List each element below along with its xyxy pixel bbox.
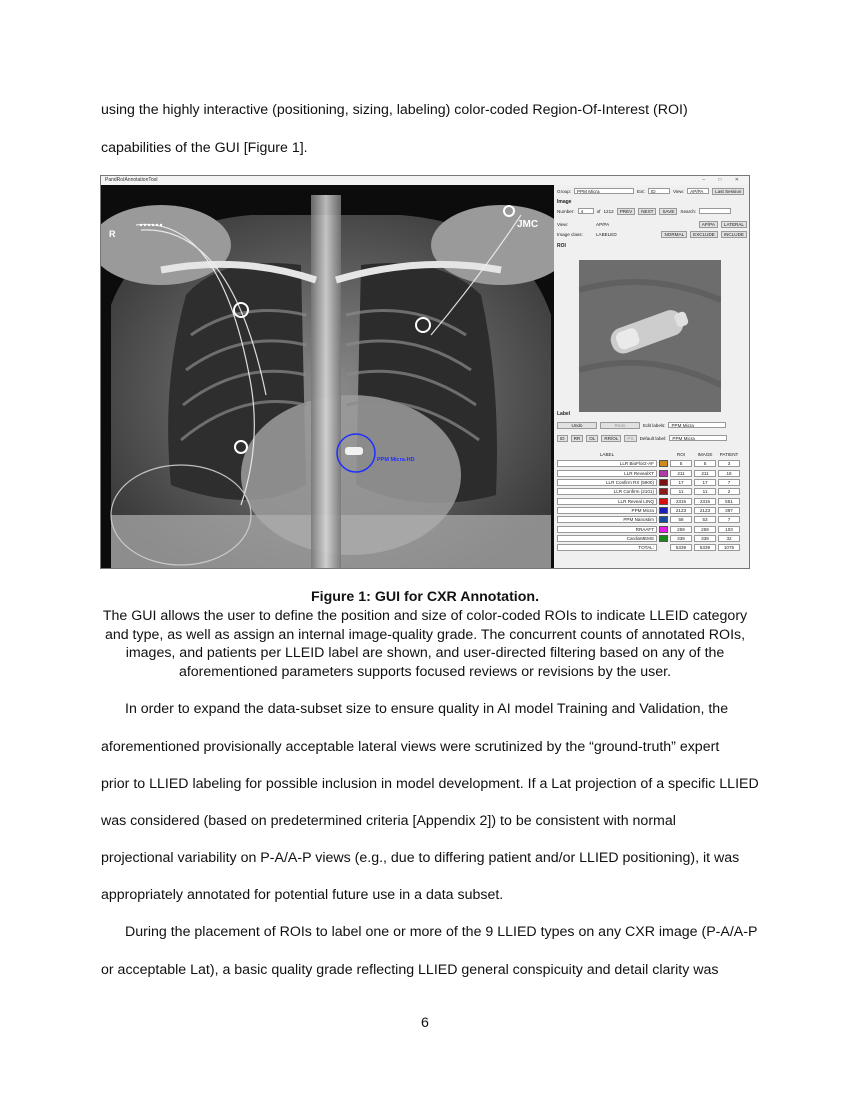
image-class-value: LABELED	[596, 231, 617, 237]
grade-ol-button[interactable]: OL	[586, 435, 598, 442]
image-count: 2315	[694, 498, 716, 505]
intro-line-1: using the highly interactive (positioning, sizing, labeling) color-coded Region-Of-Interest (ROI)	[101, 102, 688, 118]
header-patient: PATIENT	[719, 452, 739, 458]
number-input[interactable]: 4	[578, 208, 594, 214]
number-label: Number:	[557, 208, 575, 214]
intro-line-2: capabilities of the GUI [Figure 1].	[101, 140, 308, 156]
image-count: 339	[694, 535, 716, 542]
patient-count: 1075	[718, 544, 740, 551]
roi-count: 259	[670, 526, 692, 533]
grade-row	[557, 434, 747, 442]
roi-preview-drawing	[579, 260, 721, 412]
xray-drawing	[101, 185, 554, 569]
search-input[interactable]	[699, 208, 731, 214]
header-roi: ROI	[676, 452, 686, 458]
patient-count: 18	[718, 470, 740, 477]
page-number: 6	[421, 1015, 429, 1031]
label-table	[557, 450, 747, 552]
body-line-3: prior to LLIED labeling for possible inclusion in model development. If a Lat projection of a specific LLIED	[101, 776, 759, 792]
roi-count: 339	[670, 535, 692, 542]
label-color-swatch	[659, 479, 668, 486]
image-count: 17	[694, 479, 716, 486]
patient-count: 7	[718, 479, 740, 486]
roi-count: 5339	[670, 544, 692, 551]
group-label: Group:	[557, 188, 572, 194]
body-line-8: or acceptable Lat), a basic quality grade reflecting LLIED general conspicuity and detail clarity was	[101, 962, 719, 978]
image-count: 211	[694, 470, 716, 477]
undo-row	[557, 421, 747, 429]
roi-count: 58	[670, 516, 692, 523]
image-class-row	[557, 230, 747, 238]
image-header: Image	[557, 199, 572, 205]
window-title: PandRoIAnnotationTool	[105, 177, 158, 183]
image-class-label: Image class:	[557, 231, 583, 237]
prev-button[interactable]: PREV	[617, 208, 636, 215]
image-count: 53	[694, 516, 716, 523]
default-label-select[interactable]: PPM Micra	[669, 435, 727, 441]
body-line-6: appropriately annotated for potential future use in a data subset.	[101, 887, 504, 903]
label-name[interactable]: LLR BioFlor2-AF	[557, 460, 657, 467]
roi-count: 211	[670, 470, 692, 477]
label-row[interactable]	[557, 534, 747, 543]
patient-count: 397	[718, 507, 740, 514]
grade-rr-button[interactable]: RR	[571, 435, 584, 442]
view-label: View:	[672, 188, 685, 194]
label-name[interactable]: LLR RevealXT	[557, 470, 657, 477]
label-header: Label	[557, 411, 571, 417]
save-button[interactable]: SAVE	[659, 208, 677, 215]
label-color-swatch	[659, 507, 668, 514]
roi-count: 2315	[670, 498, 692, 505]
label-row[interactable]	[557, 543, 747, 552]
roi-count: 2123	[670, 507, 692, 514]
figure-caption-title: Figure 1: GUI for CXR Annotation.	[310, 589, 540, 605]
header-label: LABEL	[599, 452, 615, 458]
last-session-button[interactable]: Last Session	[712, 188, 744, 195]
patient-count: 103	[718, 526, 740, 533]
label-row[interactable]	[557, 524, 747, 533]
label-row[interactable]	[557, 515, 747, 524]
header-image: IMAGE	[697, 452, 713, 458]
image-count: 11	[694, 488, 716, 495]
grade-ps-button[interactable]: PS	[624, 435, 636, 442]
label-name[interactable]: PPM Nanostim	[557, 516, 657, 523]
ap-pa-button[interactable]: AP/PA	[699, 221, 718, 228]
body-line-4: was considered (based on predetermined criteria [Appendix 2]) to be consistent with normal	[101, 813, 676, 829]
exclude-button[interactable]: EXCLUDE	[690, 231, 718, 238]
label-name[interactable]: CardioMEMS	[557, 535, 657, 542]
body-line-1: In order to expand the data-subset size to ensure quality in AI model Training and Validation, the	[125, 701, 729, 717]
body-line-2: aforementioned provisionally acceptable lateral views were scrutinized by the “ground-truth” expert	[101, 739, 720, 755]
label-row[interactable]	[557, 469, 747, 478]
image-count: 5	[694, 460, 716, 467]
edit-labels-select[interactable]: PPM Micra	[668, 422, 726, 428]
roi-header: ROI	[557, 243, 566, 249]
view-row-label: View:	[557, 221, 569, 227]
control-panel	[554, 185, 750, 569]
label-color-swatch	[659, 460, 668, 467]
label-name[interactable]: LLR Confirm (2101)	[557, 488, 657, 495]
roi-count: 11	[670, 488, 692, 495]
logo-marker: JMC	[517, 219, 539, 230]
label-color-swatch	[659, 498, 668, 505]
label-color-swatch	[659, 516, 668, 523]
ext-select[interactable]: ID	[648, 188, 670, 194]
patient-count: 7	[718, 516, 740, 523]
label-row[interactable]	[557, 459, 747, 468]
normal-button[interactable]: NORMAL	[661, 231, 687, 238]
xray-image[interactable]	[101, 185, 554, 569]
figure-screenshot	[100, 175, 750, 569]
label-name[interactable]: LLR Reveal LINQ	[557, 498, 657, 505]
label-name[interactable]: RRAAFT	[557, 526, 657, 533]
body-line-7: During the placement of ROIs to label one or more of the 9 LLIED types on any CXR image (P-A/A-P	[125, 924, 758, 940]
body-line-5: projectional variability on P-A/A-P views (e.g., due to differing patient and/or LLIED positioning), it was	[101, 850, 740, 866]
view-row-value: AP/PA	[596, 221, 610, 227]
grade-rr-ol-button[interactable]: RR/OL	[601, 435, 621, 442]
label-color-swatch	[659, 488, 668, 495]
total-images: 1212	[603, 208, 614, 214]
image-count: 2123	[694, 507, 716, 514]
roi-label: PPM Micra-HD	[377, 457, 415, 463]
search-label: Search:	[680, 208, 697, 214]
label-name[interactable]: TOTAL:	[557, 544, 657, 551]
window-controls[interactable]: – □ ✕	[702, 177, 745, 183]
label-row[interactable]	[557, 487, 747, 496]
patient-count: 551	[718, 498, 740, 505]
roi-preview	[579, 260, 721, 412]
undo-button[interactable]: Undo	[557, 422, 597, 429]
edit-labels-label: Edit labels:	[643, 422, 666, 428]
label-color-swatch	[659, 535, 668, 542]
redo-button[interactable]: Redo	[600, 422, 640, 429]
view-select[interactable]: AP/PA	[687, 188, 709, 194]
group-select[interactable]: PPM Micra	[574, 188, 634, 194]
roi-count: 5	[670, 460, 692, 467]
of-label: of	[596, 208, 601, 214]
label-color-swatch	[659, 544, 668, 551]
label-row[interactable]	[557, 496, 747, 505]
label-name[interactable]: LLR Confirm RX (5900)	[557, 479, 657, 486]
default-label-label: Default label:	[639, 435, 667, 441]
label-color-swatch	[659, 470, 668, 477]
patient-count: 32	[718, 535, 740, 542]
label-table-header	[557, 450, 747, 459]
figure-caption-body: The GUI allows the user to define the position and size of color-coded ROIs to indicate LLEID category and type, as well as assign an internal image-quality grade. The concurrent counts of annotated ROIs, images, and patients per LLEID label are shown, and user-directed filtering based on any of the aforementioned parameters supports focused reviews or revisions by the user.	[102, 608, 748, 680]
lateral-button[interactable]: LATERAL	[721, 221, 747, 228]
grade-id-button[interactable]: ID	[557, 435, 568, 442]
label-color-swatch	[659, 526, 668, 533]
roi-count: 17	[670, 479, 692, 486]
image-count: 259	[694, 526, 716, 533]
image-count: 5339	[694, 544, 716, 551]
patient-count: 3	[718, 460, 740, 467]
label-row[interactable]	[557, 506, 747, 515]
top-row	[557, 187, 747, 195]
ext-label: Ext:	[637, 188, 645, 194]
next-button[interactable]: NEXT	[638, 208, 656, 215]
side-marker: R	[109, 229, 116, 239]
include-button[interactable]: INCLUDE	[721, 231, 747, 238]
number-row	[557, 207, 747, 215]
patient-count: 2	[718, 488, 740, 495]
label-row[interactable]	[557, 478, 747, 487]
view-row	[557, 220, 747, 228]
label-name[interactable]: PPM Micra	[557, 507, 657, 514]
